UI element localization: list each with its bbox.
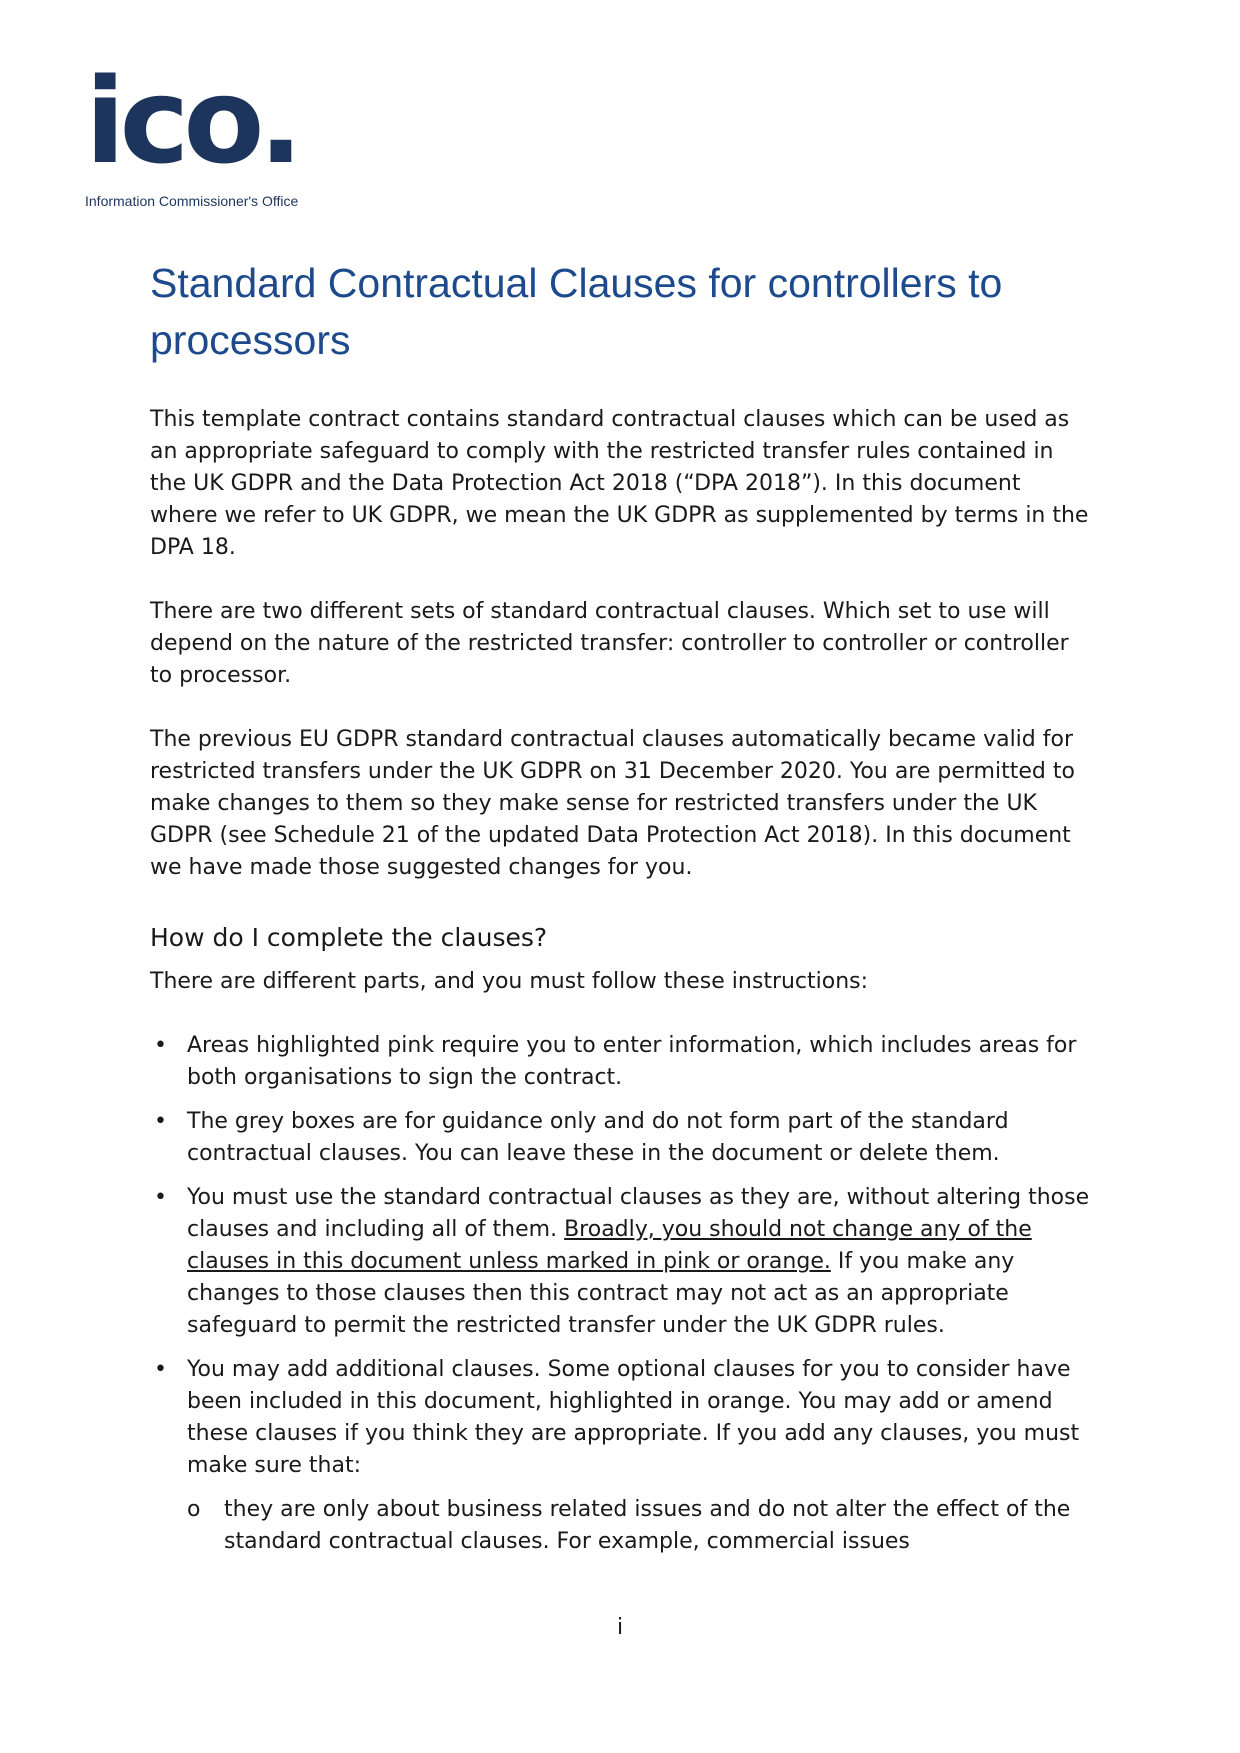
list-item (150, 1106, 1095, 1170)
paragraph-previous-clauses: The previous EU GDPR standard contractual clauses automatically became valid for restricted transfers under the UK GDPR on 31 December 2020. You are permitted to make changes to them so they make sense for restricted transfers under the UK GDPR (see Schedule 21 of the updated Data Protection Act 2018). In this document we have made those suggested changes for you. (150, 727, 1075, 880)
nested-list-item (187, 1494, 1095, 1558)
document-title: Standard Contractual Clauses for controllers to processors (150, 260, 1003, 363)
paragraph-two-sets: There are two different sets of standard contractual clauses. Which set to use will depend on the nature of the restricted transfer: controller to controller or controller to processor. (150, 599, 1069, 688)
instructions-intro: There are different parts, and you must follow these instructions: (150, 969, 869, 994)
bullet-marker: • (154, 1109, 167, 1134)
list-item-text: If you make any changes to those clauses then this contract may not act as an appropriate safeguard to permit the restricted transfer under the UK GDPR rules. (187, 1249, 1015, 1338)
section-heading: How do I complete the clauses? (150, 923, 548, 952)
nested-list (187, 1494, 1095, 1558)
bullet-marker: • (154, 1357, 167, 1382)
list-item-text: The grey boxes are for guidance only and do not form part of the standard contractual clauses. You can leave these in the document or delete them. (187, 1109, 1009, 1166)
list-item-text: You must use the standard contractual clauses as they are, without altering those clauses and including all of them. (187, 1185, 1090, 1242)
sub-bullet-marker: o (187, 1497, 201, 1522)
nested-list-item-text: they are only about business related issues and do not alter the effect of the standard contractual clauses. For example, commercial issues (224, 1497, 1071, 1554)
list-item-text: You may add additional clauses. Some optional clauses for you to consider have been included in this document, highlighted in orange. You may add or amend these clauses if you think they are appropriate. If you add any clauses, you must make sure that: (187, 1357, 1080, 1478)
underlined-guidance: Broadly, you should not change any of the clauses in this document unless marked in pink or orange. (187, 1217, 1032, 1274)
ico-logo (85, 52, 325, 212)
instructions-list (150, 1030, 1095, 1558)
document-body (150, 255, 1095, 1570)
paragraph-template-intro: This template contract contains standard contractual clauses which can be used as an appropriate safeguard to comply with the restricted transfer rules contained in the UK GDPR and the Data Protection Act 2018 (“DPA 2018”). In this document where we refer to UK GDPR, we mean the UK GDPR as supplemented by terms in the DPA 18. (150, 407, 1089, 560)
ico-logo-subtitle: Information Commissioner's Office (85, 193, 299, 209)
list-item-text: Areas highlighted pink require you to enter information, which includes areas for both organisations to sign the contract. (187, 1033, 1077, 1090)
bullet-marker: • (154, 1185, 167, 1210)
list-item (150, 1182, 1095, 1342)
ico-logo-mark: ico. (85, 52, 298, 190)
bullet-marker: • (154, 1033, 167, 1058)
list-item (150, 1354, 1095, 1558)
page-number: i (616, 1615, 624, 1640)
list-item (150, 1030, 1095, 1094)
